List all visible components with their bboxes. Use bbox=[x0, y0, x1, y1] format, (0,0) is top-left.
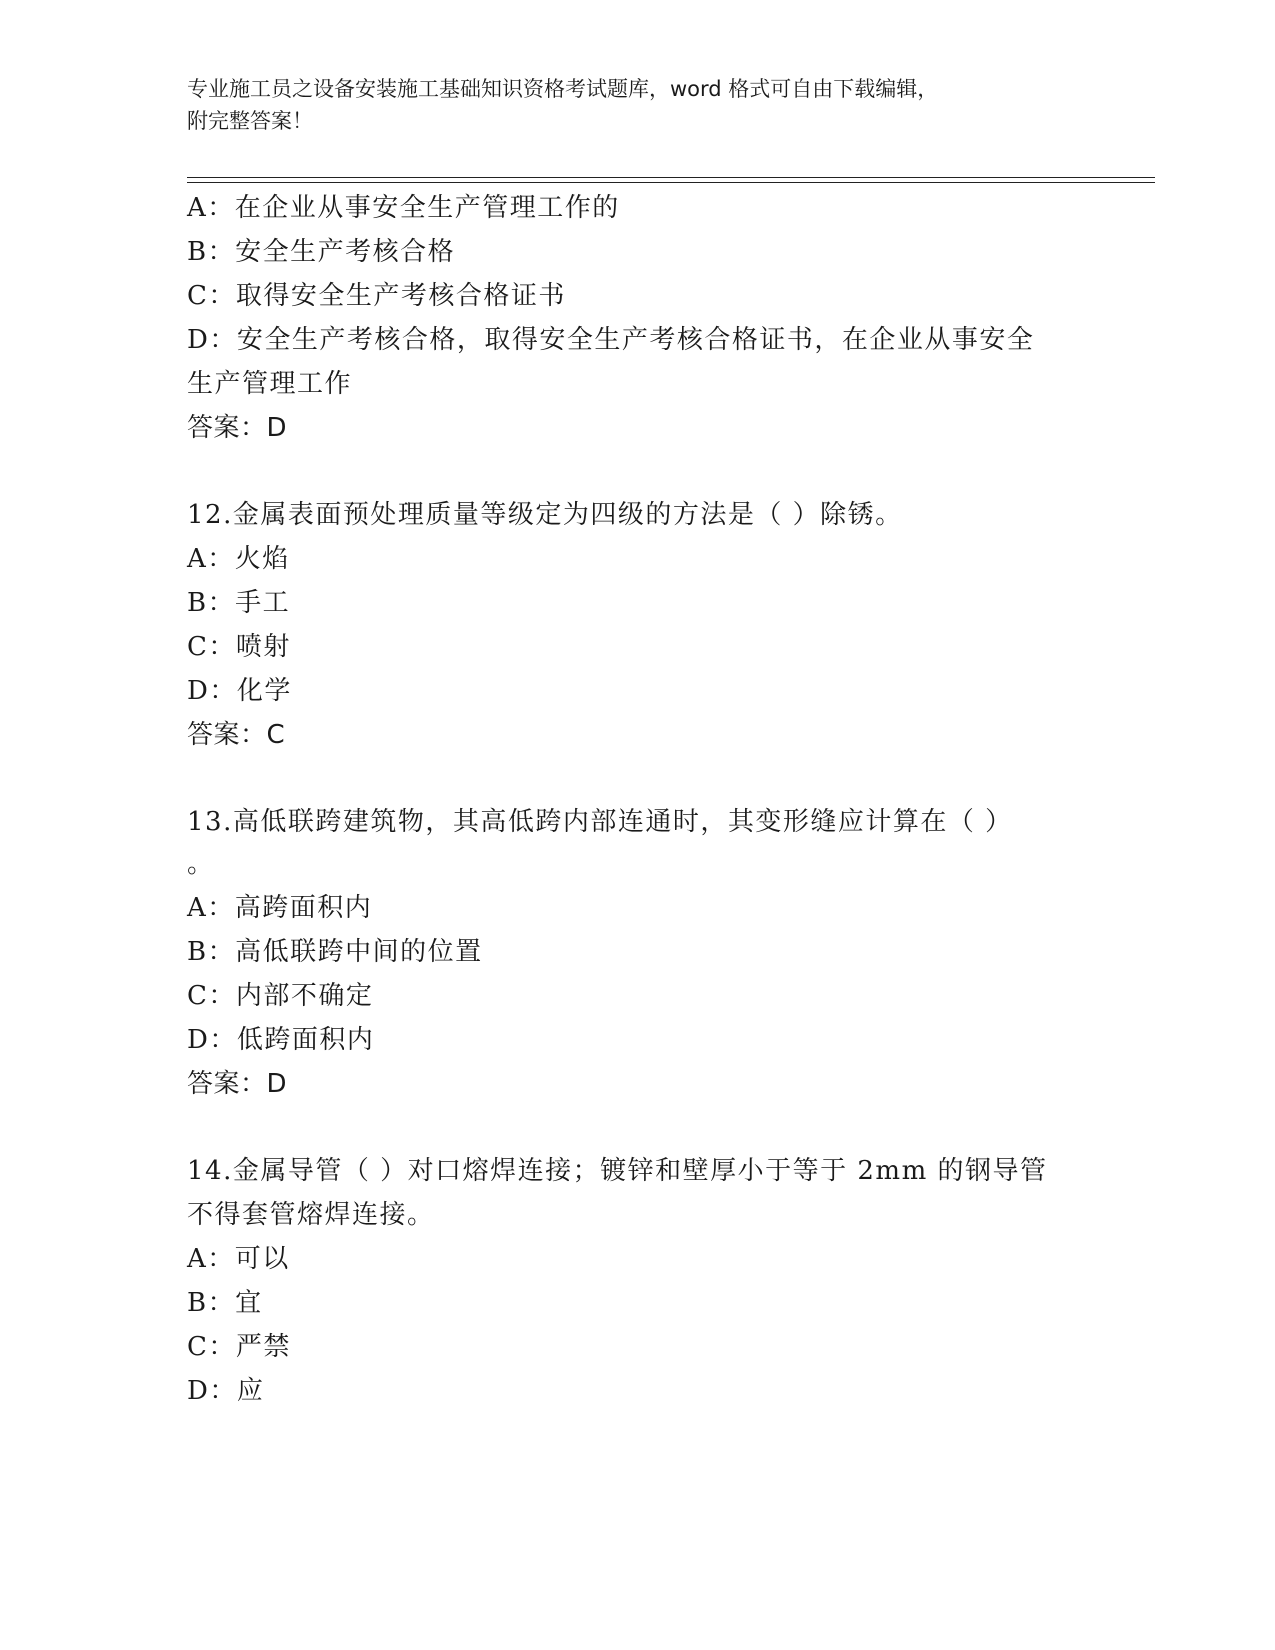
q12-answer: 答案：C bbox=[187, 720, 286, 750]
q14-option-c: C：严禁 bbox=[187, 1332, 291, 1362]
q12-stem: 12.金属表面预处理质量等级定为四级的方法是（ ）除锈。 bbox=[187, 500, 903, 530]
q12-option-b: B：手工 bbox=[187, 588, 291, 618]
header-line-1: 专业施工员之设备安装施工基础知识资格考试题库，word 格式可自由下载编辑， bbox=[187, 77, 939, 101]
q13-option-c: C：内部不确定 bbox=[187, 981, 374, 1011]
q11-option-c: C：取得安全生产考核合格证书 bbox=[187, 281, 566, 311]
q13-option-d: D：低跨面积内 bbox=[187, 1025, 375, 1055]
q12-option-a: A：火焰 bbox=[187, 544, 290, 574]
q13-stem-line-1: 13.高低联跨建筑物，其高低跨内部连通时，其变形缝应计算在（ ） bbox=[187, 807, 1013, 837]
q14-option-d: D：应 bbox=[187, 1376, 265, 1406]
q11-option-d-line-1: D：安全生产考核合格，取得安全生产考核合格证书，在企业从事安全 bbox=[187, 325, 1035, 355]
q13-answer: 答案：D bbox=[187, 1069, 288, 1099]
q14-option-b: B：宜 bbox=[187, 1288, 263, 1318]
q14-stem-line-2: 不得套管熔焊连接。 bbox=[187, 1200, 435, 1230]
q14-option-a: A：可以 bbox=[187, 1244, 290, 1274]
q11-option-b: B：安全生产考核合格 bbox=[187, 237, 456, 267]
q14-stem-line-1: 14.金属导管（ ）对口熔焊连接；镀锌和壁厚小于等于 2mm 的钢导管 bbox=[187, 1156, 1048, 1186]
q13-option-b: B：高低联跨中间的位置 bbox=[187, 937, 483, 967]
q11-option-a: A：在企业从事安全生产管理工作的 bbox=[187, 193, 620, 223]
q13-stem-line-2: 。 bbox=[187, 849, 215, 879]
q11-answer: 答案：D bbox=[187, 413, 288, 443]
q13-option-a: A：高跨面积内 bbox=[187, 893, 373, 923]
header-divider-top bbox=[187, 177, 1155, 178]
q12-option-c: C：喷射 bbox=[187, 632, 291, 662]
page-header bbox=[187, 73, 1087, 137]
header-divider-bottom bbox=[187, 182, 1155, 183]
q12-option-d: D：化学 bbox=[187, 676, 292, 706]
q11-option-d-line-2: 生产管理工作 bbox=[187, 369, 353, 399]
header-line-2: 附完整答案！ bbox=[187, 109, 313, 133]
